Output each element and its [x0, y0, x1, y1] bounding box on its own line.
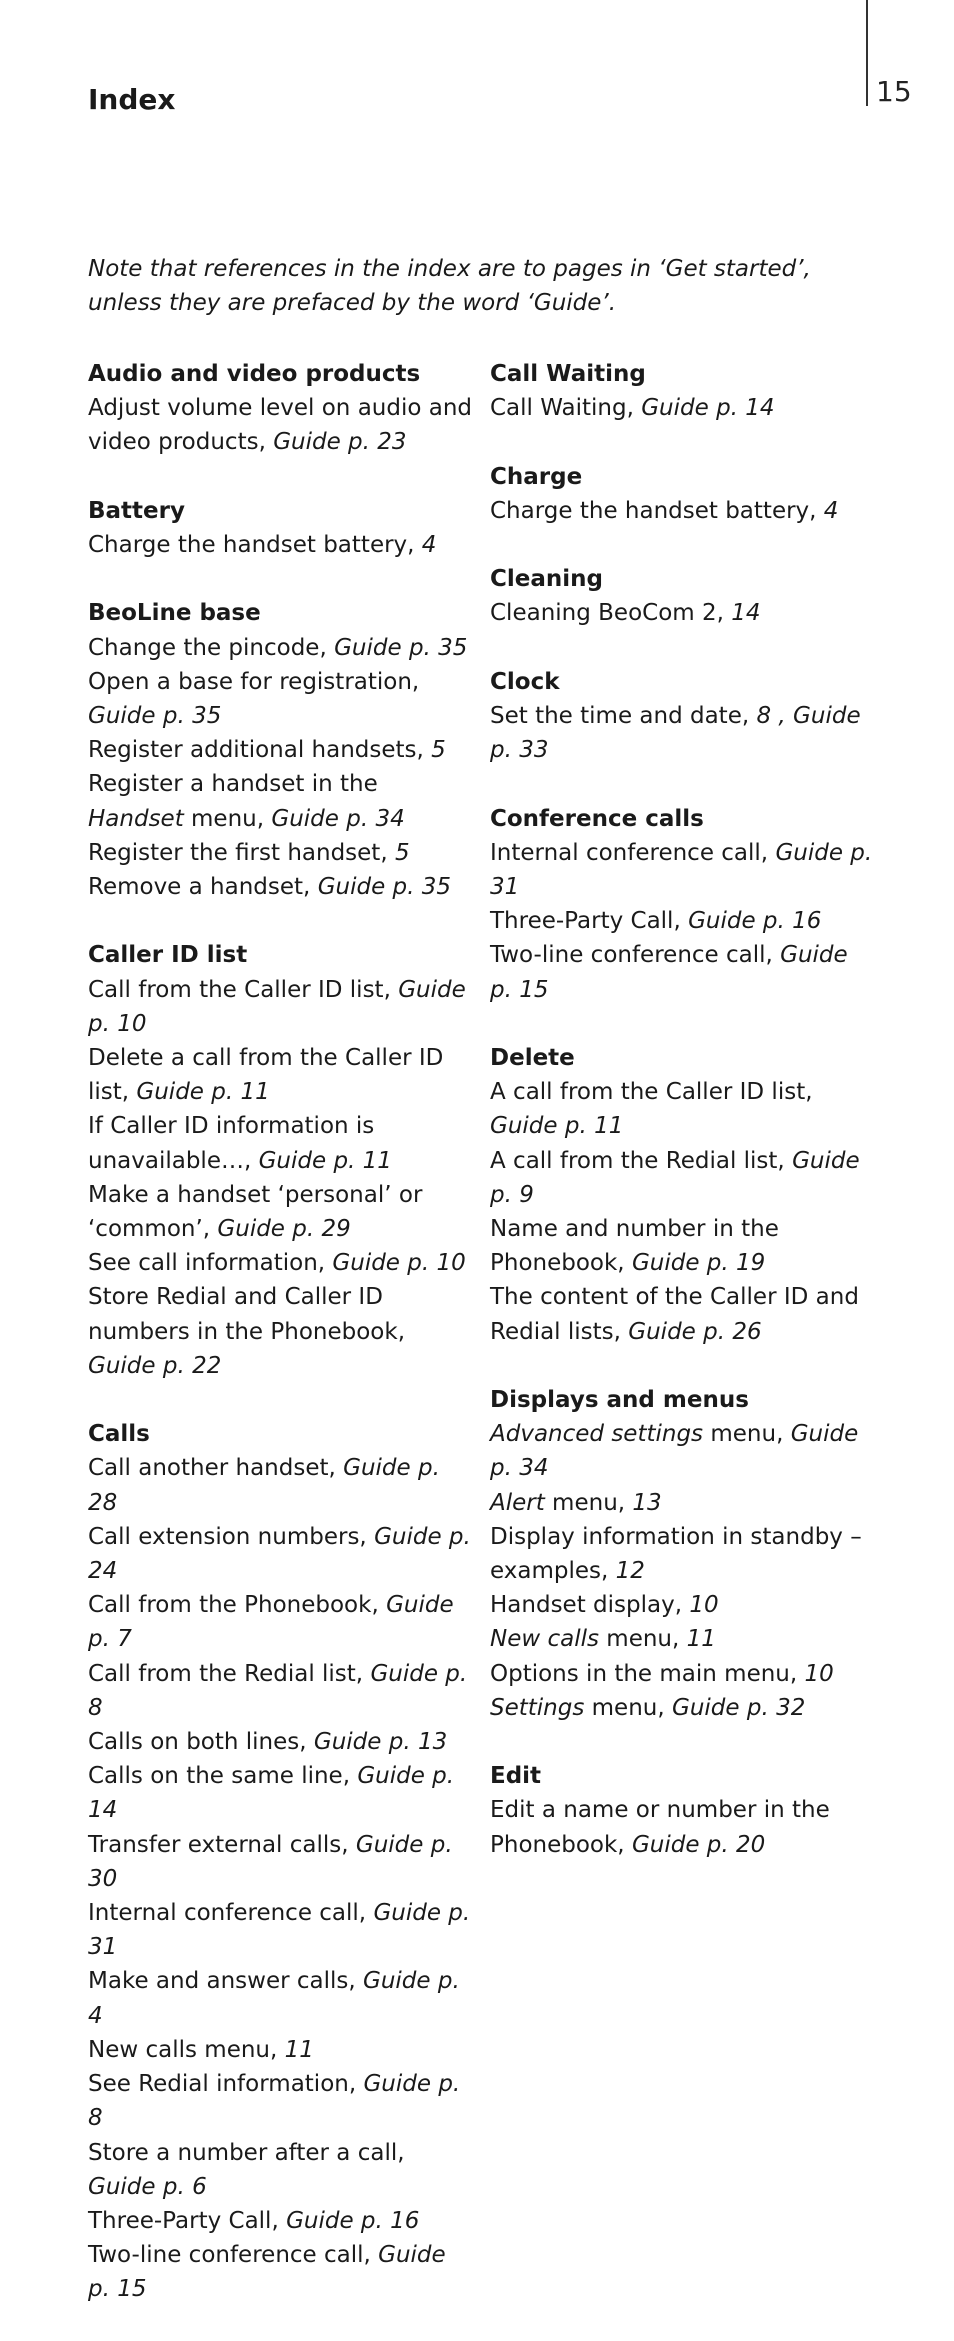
- entry-text: Remove a handset,: [88, 874, 318, 901]
- index-entry: [490, 391, 874, 425]
- index-section-displays-and-menus: [490, 1383, 874, 1725]
- entry-page-reference: Guide p. 15: [88, 2242, 446, 2303]
- entry-text: Register additional handsets,: [88, 737, 432, 764]
- entry-text: Call from the Phonebook,: [88, 1592, 387, 1619]
- index-section-caller-id-list: [88, 938, 472, 1383]
- index-entry: [88, 1520, 472, 1588]
- entry-text: Delete a call from the Caller ID list,: [88, 1045, 444, 1106]
- index-entry: [88, 2204, 472, 2238]
- entry-page-reference: Guide p. 10: [332, 1250, 466, 1277]
- entry-text: Make and answer calls,: [88, 1968, 363, 1995]
- index-section-charge: [490, 460, 874, 528]
- index-note: Note that references in the index are to pages in ‘Get started’, unless they are prefaced by the word ‘Guide’.: [88, 256, 811, 316]
- entry-page-reference: Guide p. 28: [88, 1455, 440, 1516]
- entry-page-reference: Guide p. 13: [313, 1729, 448, 1756]
- entry-emphasis: Alert: [490, 1489, 545, 1516]
- entry-page-reference: Guide p. 34: [490, 1421, 859, 1482]
- entry-page-reference: Guide p. 8: [88, 2071, 461, 2132]
- entry-page-reference: 11: [686, 1626, 716, 1653]
- entry-text: Call from the Caller ID list,: [88, 976, 399, 1003]
- index-entry: [88, 1178, 472, 1246]
- entry-page-reference: Guide p. 23: [273, 429, 407, 456]
- entry-text: Make a handset ‘personal’ or ‘common’,: [88, 1181, 423, 1243]
- entry-text-after: menu,: [598, 1626, 687, 1653]
- entry-text-after: menu,: [183, 805, 272, 832]
- entry-text: Two-line conference call,: [490, 942, 781, 969]
- index-entry: [490, 1075, 874, 1143]
- entry-page-reference: Guide p. 6: [88, 2173, 207, 2200]
- entry-page-reference: 11: [284, 2036, 314, 2063]
- index-heading: Conference calls: [490, 805, 704, 832]
- entry-text-after: menu,: [584, 1694, 672, 1721]
- index-entry: [88, 2067, 472, 2135]
- entry-page-reference: Guide p. 14: [88, 1763, 455, 1824]
- index-heading: Delete: [490, 1044, 575, 1071]
- entry-page-reference: 10: [804, 1660, 834, 1687]
- index-entry: [88, 1725, 472, 1759]
- entry-text: Register the first handset,: [88, 839, 395, 866]
- entry-text: Cleaning BeoCom 2,: [490, 600, 732, 627]
- index-entry: [490, 494, 874, 528]
- index-entry: [490, 1793, 874, 1861]
- entry-text-after: menu,: [703, 1421, 791, 1448]
- index-column-left: [88, 357, 472, 2341]
- index-heading: BeoLine base: [88, 600, 261, 627]
- entry-page-reference: Guide p. 32: [672, 1694, 806, 1721]
- entry-text: Call extension numbers,: [88, 1523, 375, 1550]
- entry-page-reference: Guide p. 8: [88, 1660, 468, 1721]
- entry-text: Set the time and date,: [490, 702, 757, 729]
- index-entry: [490, 1280, 874, 1348]
- entry-text: Internal conference call,: [88, 1900, 374, 1927]
- entry-text: Change the pincode,: [88, 634, 335, 661]
- entry-page-reference: Guide p. 4: [88, 1968, 460, 2029]
- index-entry: [88, 665, 472, 733]
- entry-text: A call from the Caller ID list,: [490, 1079, 813, 1106]
- entry-page-reference: Guide p. 9: [490, 1147, 860, 1208]
- entry-text: Register a handset in the: [88, 771, 378, 798]
- index-entry: [490, 1212, 874, 1280]
- index-entry: [88, 1964, 472, 2032]
- index-entry: [88, 631, 472, 665]
- index-entry: [490, 1417, 874, 1485]
- index-entry: [88, 1451, 472, 1519]
- index-section-delete: [490, 1041, 874, 1349]
- index-entry: [88, 1109, 472, 1177]
- index-entry: [88, 767, 472, 835]
- entry-text: Charge the handset battery,: [88, 532, 422, 558]
- entry-page-reference: Guide p. 16: [286, 2207, 420, 2234]
- index-entry: [88, 391, 472, 459]
- index-entry: [490, 1588, 874, 1622]
- index-entry: [88, 2238, 472, 2306]
- index-section-audio-and-video-products: [88, 357, 472, 460]
- entry-text: New calls menu,: [88, 2036, 285, 2063]
- entry-text: Open a base for registration,: [88, 668, 420, 695]
- entry-page-reference: Guide p. 35: [88, 703, 222, 729]
- index-entry: [490, 938, 874, 1006]
- index-entry: [88, 528, 472, 562]
- entry-page-reference: Guide p. 10: [88, 976, 466, 1037]
- entry-text: Edit a name or number in the Phonebook,: [490, 1797, 830, 1858]
- entry-text: Transfer external calls,: [88, 1831, 356, 1858]
- index-heading: Audio and video products: [88, 361, 421, 387]
- entry-page-reference: Guide p. 35: [317, 874, 452, 901]
- entry-page-reference: 8 , Guide p. 33: [490, 702, 861, 764]
- page-number: 15: [876, 75, 912, 108]
- index-entry: [490, 1657, 874, 1691]
- entry-text: See Redial information,: [88, 2071, 364, 2098]
- entry-text: Display information in standby – examples,: [490, 1523, 862, 1585]
- page-edge-rule: [866, 0, 868, 106]
- index-section-clock: [490, 665, 874, 768]
- entry-text: Handset display,: [490, 1592, 690, 1619]
- entry-page-reference: 4: [823, 497, 839, 524]
- entry-text: Store a number after a call,: [88, 2139, 405, 2166]
- entry-page-reference: Guide p. 15: [490, 942, 848, 1003]
- index-entry: [490, 1486, 874, 1520]
- entry-text-after: menu,: [544, 1489, 633, 1516]
- entry-text: Two-line conference call,: [88, 2242, 379, 2269]
- index-entry: [490, 1520, 874, 1588]
- entry-page-reference: Guide p. 24: [88, 1523, 471, 1585]
- entry-page-reference: 10: [689, 1592, 719, 1619]
- entry-page-reference: 14: [731, 600, 761, 627]
- entry-text: Three-Party Call,: [490, 908, 689, 935]
- entry-page-reference: Guide p. 22: [88, 1352, 222, 1379]
- entry-text: See call information,: [88, 1250, 333, 1277]
- index-section-edit: [490, 1759, 874, 1862]
- index-section-calls: [88, 1417, 472, 2306]
- index-section-conference-calls: [490, 802, 874, 1007]
- entry-text: Charge the handset battery,: [490, 497, 824, 524]
- index-entry: [490, 836, 874, 904]
- entry-page-reference: Guide p. 35: [334, 634, 468, 661]
- index-section-battery: [88, 494, 472, 562]
- index-entry: [88, 1246, 472, 1280]
- entry-page-reference: Guide p. 30: [88, 1831, 453, 1892]
- entry-page-reference: Guide p. 7: [88, 1592, 454, 1653]
- index-section-call-waiting: [490, 357, 874, 425]
- index-section-beoline-base: [88, 596, 472, 904]
- index-heading: Cleaning: [490, 566, 603, 593]
- entry-page-reference: Guide p. 16: [688, 908, 822, 935]
- entry-page-reference: Guide p. 11: [490, 1113, 624, 1140]
- index-heading: Clock: [490, 668, 560, 695]
- entry-text: If Caller ID information is unavailable…,: [88, 1113, 375, 1174]
- index-heading: Calls: [88, 1421, 150, 1448]
- index-entry: [88, 2136, 472, 2204]
- index-entry: [88, 1657, 472, 1725]
- page-title: Index: [88, 83, 176, 116]
- entry-text: The content of the Caller ID and Redial lists,: [490, 1284, 859, 1345]
- index-heading: Caller ID list: [88, 942, 248, 969]
- index-entry: [490, 1691, 874, 1725]
- entry-text: Calls on the same line,: [88, 1763, 358, 1790]
- index-heading: Charge: [490, 463, 583, 490]
- index-entry: [490, 596, 874, 630]
- entry-page-reference: Guide p. 20: [631, 1831, 766, 1858]
- entry-text: Call from the Redial list,: [88, 1660, 371, 1687]
- index-entry: [88, 973, 472, 1041]
- entry-page-reference: Guide p. 11: [136, 1079, 270, 1106]
- entry-page-reference: 5: [394, 839, 410, 866]
- entry-text: Call Waiting,: [490, 395, 642, 422]
- index-entry: [88, 1041, 472, 1109]
- entry-emphasis: Settings: [490, 1694, 585, 1721]
- index-heading: Edit: [490, 1763, 542, 1790]
- entry-text: A call from the Redial list,: [490, 1147, 793, 1174]
- entry-page-reference: Guide p. 29: [217, 1216, 351, 1243]
- entry-text: Name and number in the Phonebook,: [490, 1216, 779, 1277]
- entry-text: Three-Party Call,: [88, 2207, 287, 2234]
- index-column-right: [490, 357, 874, 1896]
- index-heading: Battery: [88, 497, 185, 524]
- entry-text: Call another handset,: [88, 1455, 344, 1482]
- entry-page-reference: 13: [632, 1489, 662, 1516]
- entry-emphasis: Advanced settings: [490, 1421, 704, 1448]
- index-entry: [490, 904, 874, 938]
- entry-page-reference: Guide p. 14: [641, 395, 775, 422]
- index-entry: [88, 870, 472, 904]
- entry-text: Calls on both lines,: [88, 1729, 314, 1756]
- index-entry: [490, 699, 874, 767]
- entry-page-reference: 5: [431, 737, 446, 764]
- entry-emphasis: New calls: [490, 1626, 599, 1653]
- entry-emphasis: Handset: [88, 805, 184, 832]
- entry-page-reference: 12: [615, 1558, 645, 1585]
- index-entry: [490, 1622, 874, 1656]
- entry-page-reference: Guide p. 26: [628, 1318, 762, 1345]
- index-entry: [88, 733, 472, 767]
- entry-page-reference: Guide p. 31: [490, 839, 873, 900]
- index-entry: [88, 1280, 472, 1383]
- entry-text: Adjust volume level on audio and video products,: [88, 395, 473, 456]
- index-heading: Displays and menus: [490, 1387, 749, 1413]
- index-section-cleaning: [490, 562, 874, 630]
- entry-text: Options in the main menu,: [490, 1660, 805, 1687]
- entry-page-reference: 4: [421, 532, 437, 558]
- entry-page-reference: Guide p. 19: [631, 1250, 766, 1277]
- entry-page-reference: Guide p. 31: [88, 1900, 471, 1961]
- index-entry: [88, 2033, 472, 2067]
- entry-page-reference: Guide p. 11: [258, 1147, 392, 1174]
- index-heading: Call Waiting: [490, 361, 646, 387]
- index-entry: [490, 1144, 874, 1212]
- entry-page-reference: Guide p. 34: [271, 805, 405, 832]
- index-entry: [88, 836, 472, 870]
- entry-text: Store Redial and Caller ID numbers in the Phonebook,: [88, 1284, 406, 1345]
- entry-text: Internal conference call,: [490, 839, 776, 866]
- index-entry: [88, 1828, 472, 1896]
- index-entry: [88, 1759, 472, 1827]
- index-entry: [88, 1588, 472, 1656]
- index-entry: [88, 1896, 472, 1964]
